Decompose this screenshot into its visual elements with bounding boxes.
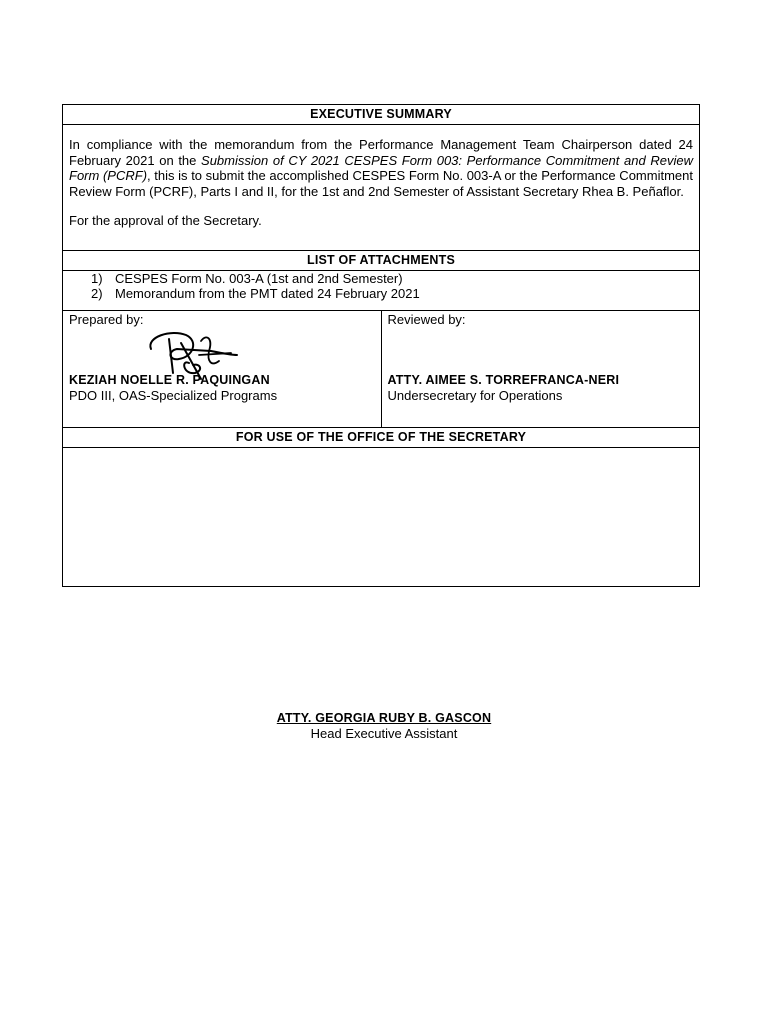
executive-summary-form: [62, 104, 700, 587]
final-signatory-title: Head Executive Assistant: [310, 726, 458, 741]
approval-paragraph: For the approval of the Secretary.: [69, 213, 262, 228]
executive-summary-heading: EXECUTIVE SUMMARY: [310, 107, 452, 121]
prepared-by-label: Prepared by:: [69, 312, 144, 327]
attachments-list: [63, 270, 699, 310]
attachment-text: Memorandum from the PMT dated 24 February 2021: [115, 286, 420, 301]
signatories-row: [63, 310, 699, 427]
summary-subject-italic: Submission of CY 2021 CESPES Form 003: Performance Commitment and Review Form (PCRF): [69, 152, 693, 183]
prepared-by-cell: [63, 311, 381, 427]
reviewed-by-label: Reviewed by:: [387, 312, 466, 327]
summary-body: [63, 124, 699, 250]
prepared-by-title: PDO III, OAS-Specialized Programs: [69, 388, 278, 403]
final-signatory-name: ATTY. GEORGIA RUBY B. GASCON: [276, 711, 492, 725]
summary-paragraph: [69, 137, 693, 199]
attachment-number: 1): [91, 271, 103, 286]
office-use-heading: FOR USE OF THE OFFICE OF THE SECRETARY: [63, 427, 699, 447]
attachment-text: CESPES Form No. 003-A (1st and 2nd Semester): [115, 271, 403, 286]
office-use-box: [63, 447, 699, 586]
reviewed-by-cell: [381, 311, 700, 427]
attachment-item: [69, 286, 693, 301]
handwritten-signature: [141, 329, 241, 381]
prepared-by-name: KEZIAH NOELLE R. PAQUINGAN: [69, 373, 270, 387]
attachment-number: 2): [91, 286, 103, 301]
summary-text-end: , this is to submit the accomplished CESPES Form No. 003-A or the Performance Commitment Review Form (PCRF), Parts I and II, for the 1st and 2nd Semester of Assistant Secretary Rhea B. Peñaflor.: [69, 168, 693, 199]
reviewed-by-title: Undersecretary for Operations: [387, 388, 563, 403]
final-signatory: [0, 710, 768, 741]
attachments-heading: LIST OF ATTACHMENTS: [63, 250, 699, 270]
attachment-item: [69, 271, 693, 286]
reviewed-by-name: ATTY. AIMEE S. TORREFRANCA-NERI: [387, 373, 620, 387]
summary-text-start: In compliance with the memorandum from the Performance Management Team Chairperson dated 24 February 2021 on the: [69, 137, 693, 168]
